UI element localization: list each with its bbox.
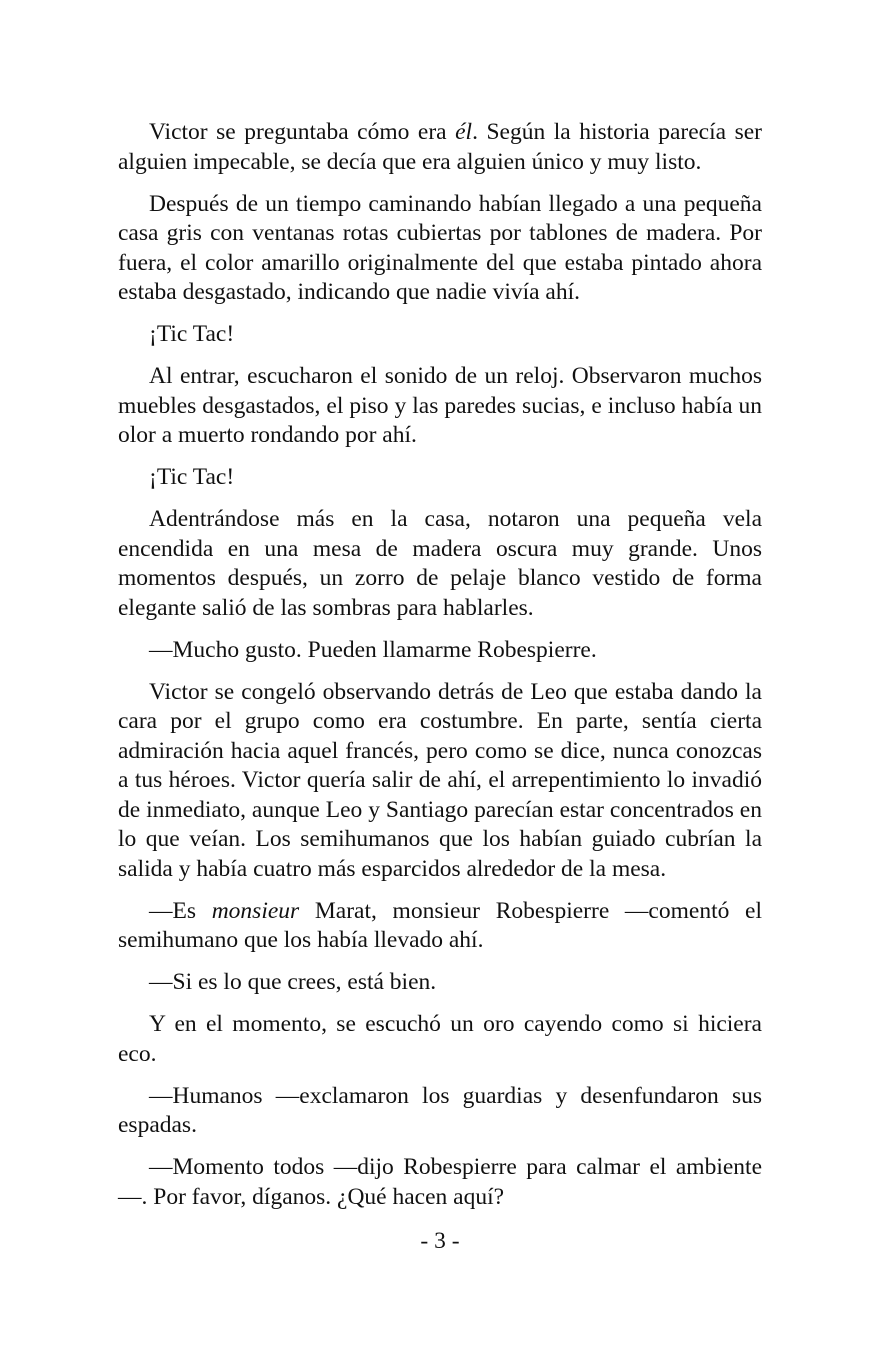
paragraph-12-dialogue [118, 1082, 762, 1141]
text-run: Después de un tiempo caminando habían llegado a una pequeña casa gris con ventanas rotas cubiertas por tablones de madera. Por fuera, el color amarillo originalmente del que estaba pintado ahora estaba desgastado, indicando que nadie vivía ahí. [118, 190, 762, 305]
paragraph-1 [118, 118, 762, 177]
page-number: - 3 - [420, 1228, 460, 1254]
paragraph-3-tic-tac [118, 320, 762, 350]
paragraph-13-dialogue [118, 1153, 762, 1212]
paragraph-8 [118, 678, 762, 885]
text-run: Y en el momento, se escuchó un oro cayendo como si hiciera eco. [118, 1011, 762, 1067]
text-run: —Es [149, 897, 212, 924]
paragraph-11 [118, 1010, 762, 1069]
text-run: Al entrar, escucharon el sonido de un reloj. Observaron muchos muebles desgastados, el piso y las paredes sucias, e incluso había un olor a muerto rondando por ahí. [118, 363, 762, 448]
paragraph-7-dialogue [118, 636, 762, 666]
text-run: Marat, monsieur Robespierre —comentó el semihumano que los había llevado ahí. [118, 897, 763, 953]
paragraph-10-dialogue [118, 968, 762, 998]
text-run: —Momento todos —dijo Robespierre para calmar el ambiente—. Por favor, díganos. ¿Qué hacen aquí? [118, 1154, 762, 1210]
text-run: ¡Tic Tac! [149, 464, 235, 490]
italic-text-run: monsieur [211, 897, 300, 924]
text-run: —Si es lo que crees, está bien. [149, 969, 437, 995]
paragraph-6 [118, 505, 762, 623]
text-run: ¡Tic Tac! [149, 321, 235, 347]
paragraph-9-dialogue [118, 897, 762, 956]
paragraph-4 [118, 362, 762, 451]
italic-text-run: él [455, 119, 473, 145]
paragraph-5-tic-tac [118, 463, 762, 493]
text-run: Victor se congeló observando detrás de Leo que estaba dando la cara por el grupo como era costumbre. En parte, sentía cierta admiración hacia aquel francés, pero como se dice, nunca conozcas a tus héroes. Victor quería salir de ahí, el arrepentimiento lo invadió de inmediato, aunque Leo y Santiago parecían estar concentrados en lo que veían. Los semihumanos que los habían guiado cubrían la salida y había cuatro más esparcidos alrededor de la mesa. [118, 678, 762, 882]
text-run: —Humanos —exclamaron los guardias y desenfundaron sus espadas. [118, 1082, 762, 1138]
paragraph-2 [118, 190, 762, 308]
text-run: Victor se preguntaba cómo era [149, 119, 456, 145]
book-page-body [118, 118, 762, 1225]
text-run: . Según la historia parecía ser alguien impecable, se decía que era alguien único y muy listo. [118, 119, 762, 175]
text-run: —Mucho gusto. Pueden llamarme Robespierre. [149, 636, 597, 663]
text-run: Adentrándose más en la casa, notaron una pequeña vela encendida en una mesa de madera oscura muy grande. Unos momentos después, un zorro de pelaje blanco vestido de forma elegante salió de las sombras para hablarles. [118, 506, 762, 621]
